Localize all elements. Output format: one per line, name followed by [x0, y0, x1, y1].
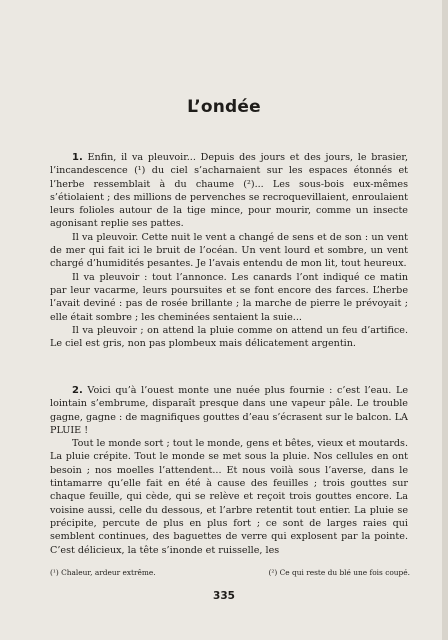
paragraph: [50, 151, 408, 231]
section-1: [50, 151, 408, 350]
paragraph: [50, 384, 408, 437]
paragraph: Il va pleuvoir. Cette nuit le vent a changé de sens et de son : un vent de mer qui fait ici le bruit de l’océan. Un vent lourd et sombre, un vent chargé d’humidités pesantes. Je l’avais entendu de mon lit, tout heureux.: [50, 231, 408, 270]
footnote-1: (¹) Chaleur, ardeur extrême.: [50, 568, 156, 577]
paragraph-text: Enfin, il va pleuvoir... Depuis des jours et des jours, le brasier, l’incandescence (¹) du ciel s’acharnaient sur les espaces étonnés et l’herbe ressemblait à du chaume (²)... Les sous-bois eux-mêmes s’étiolaient ; des millions de pervenches se recroquevillaient, enroulaient leurs folioles autour de la tige mince, pour mourir, comme un insecte agonisant replie ses pattes.: [50, 152, 408, 230]
section-number: 1.: [72, 152, 83, 163]
page-edge-shadow: [442, 0, 448, 640]
paragraph-text: Voici qu’à l’ouest monte une nuée plus fournie : c’est l’eau. Le lointain s’embrume, disparaît presque dans une vapeur pâle. Le trouble gagne, gagne : de magnifiques gouttes d’eau s’écrasent sur le balcon. LA PLUIE !: [50, 385, 408, 436]
paragraph: Il va pleuvoir : tout l’annonce. Les canards l’ont indiqué ce matin par leur vacarme, leurs poursuites et se font encore des farces. L’herbe l’avait deviné : pas de rosée brillante ; la marche de pierre le prévoyait ; elle était sombre ; les cheminées sentaient la suie...: [50, 271, 408, 323]
section-2: [50, 384, 408, 557]
page-number: 335: [213, 590, 235, 602]
chapter-title: L’ondée: [187, 97, 261, 117]
paragraph: Il va pleuvoir ; on attend la pluie comme on attend un feu d’artifice. Le ciel est gris, non pas plombeux mais délicatement argentin.: [50, 324, 408, 350]
section-number: 2.: [72, 385, 83, 396]
footnotes: [50, 568, 410, 578]
footnote-2: (²) Ce qui reste du blé une fois coupé.: [268, 568, 410, 577]
paragraph: Tout le monde sort ; tout le monde, gens et bêtes, vieux et moutards. La pluie crépite. Tout le monde se met sous la pluie. Nos cellules en ont besoin ; nos moelles l’attendent... Et nous voilà sous l’averse, dans le tintamarre qu’elle fait en été à cause des feuilles ; trois gouttes sur chaque feuille, qui cède, qui se relève et reçoit trois gouttes encore. La voisine aussi, celle du dessous, et l’arbre retentit tout entier. La pluie se précipite, percute de plus en plus fort ; ce sont de larges raies qui semblent continues, des baguettes de verre qui explosent par la pointe. C’est délicieux, la tête s’inonde et ruisselle, les: [50, 438, 408, 556]
